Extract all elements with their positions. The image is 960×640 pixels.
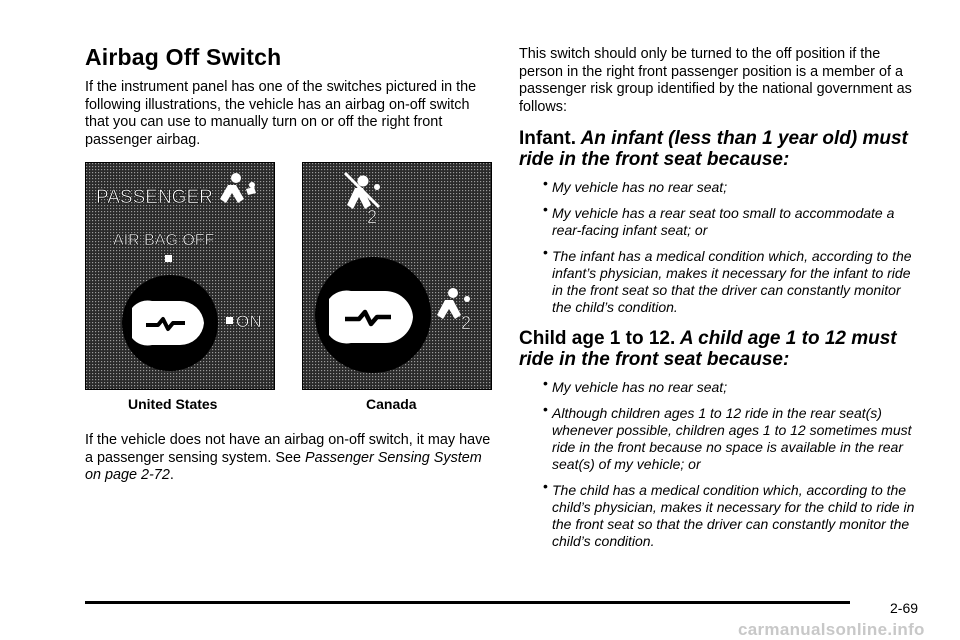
canada-seat-number-bottom: 2 (461, 313, 472, 333)
child-bullet-list (519, 375, 919, 550)
list-item-text: The child has a medical condition which, according to the child’s physician, makes it necessary for the child to ride in the front seat so that the driver can constantly monitor the child’s condition. (552, 482, 915, 550)
child-heading-rest: A child age 1 to 12 must ride in the front seat because: (519, 328, 897, 371)
list-item (519, 244, 919, 316)
risk-group-intro: This switch should only be turned to the off position if the person in the right front passenger position is a member of a passenger risk group identified by the national government as follows: (519, 46, 912, 115)
bullet-icon: • (543, 478, 548, 495)
canada-caption: Canada (366, 396, 417, 412)
switch-illustrations (85, 162, 495, 418)
us-passenger-label: PASSENGER (96, 187, 213, 208)
bullet-icon: • (543, 375, 548, 392)
list-item (519, 478, 919, 550)
us-key-slot-icon (132, 301, 204, 346)
list-item-text: My vehicle has a rear seat too small to accommodate a rear-facing infant seat; or (552, 205, 895, 239)
bullet-icon: • (543, 175, 548, 192)
list-item (519, 401, 919, 473)
list-item-text: Although children ages 1 to 12 ride in the rear seat(s) whenever possible, children ages 1 to 12 sometimes must ride in the front because no space is available in the rear seat(s) of my vehicle; or (552, 405, 912, 473)
us-on-label: ON (236, 312, 262, 331)
list-item-text: My vehicle has no rear seat; (552, 179, 728, 196)
canada-seat-number-top: 2 (367, 207, 378, 227)
intro-paragraph: If the instrument panel has one of the switches pictured in the following illustrations, the vehicle has an airbag on-off switch that you can use to manually turn on or off the right front passenger airbag. (85, 79, 477, 148)
list-item (519, 175, 919, 196)
no-switch-paragraph-block (85, 432, 495, 485)
list-item-text: My vehicle has no rear seat; (552, 379, 728, 396)
infant-heading-lead: Infant. (519, 128, 576, 150)
canada-key-slot-icon (329, 291, 413, 344)
page-number: 2-69 (890, 600, 919, 616)
no-switch-paragraph (85, 432, 495, 485)
watermark: carmanualsonline.info (738, 620, 925, 639)
us-on-indicator-light (226, 317, 233, 324)
list-item-text: The infant has a medical condition which, according to the infant’s physician, makes it necessary for the infant to ride in the front seat so that the driver can constantly monitor the child’s condition. (552, 248, 912, 316)
passenger-sensing-reference-link[interactable]: Passenger Sensing System on page 2-72 (85, 449, 482, 484)
no-switch-text-end: . (169, 467, 174, 484)
us-switch-drawing (86, 163, 274, 389)
infant-heading-rest: An infant (less than 1 year old) must ride in the front seat because: (519, 128, 908, 171)
us-off-indicator-light (165, 255, 172, 262)
us-switch-illustration (85, 162, 275, 390)
bullet-icon: • (543, 201, 548, 218)
list-item (519, 375, 919, 396)
canada-switch-illustration (302, 162, 492, 390)
child-heading (519, 328, 919, 370)
bullet-icon: • (543, 401, 548, 418)
right-column (519, 46, 919, 550)
us-airbag-off-label: AIR BAG OFF (113, 232, 215, 249)
infant-bullet-list (519, 175, 919, 316)
no-switch-text: If the vehicle does not have an airbag on-off switch, it may have a passenger sensing system. See (85, 432, 491, 466)
child-heading-lead: Child age 1 to 12. (519, 328, 676, 350)
section-title: Airbag Off Switch (85, 44, 282, 70)
left-column (85, 44, 495, 149)
list-item (519, 201, 919, 239)
infant-heading (519, 128, 919, 170)
canada-switch-drawing (303, 163, 491, 389)
footer-divider (85, 601, 850, 604)
bullet-icon: • (543, 244, 548, 261)
us-caption: United States (128, 396, 218, 412)
